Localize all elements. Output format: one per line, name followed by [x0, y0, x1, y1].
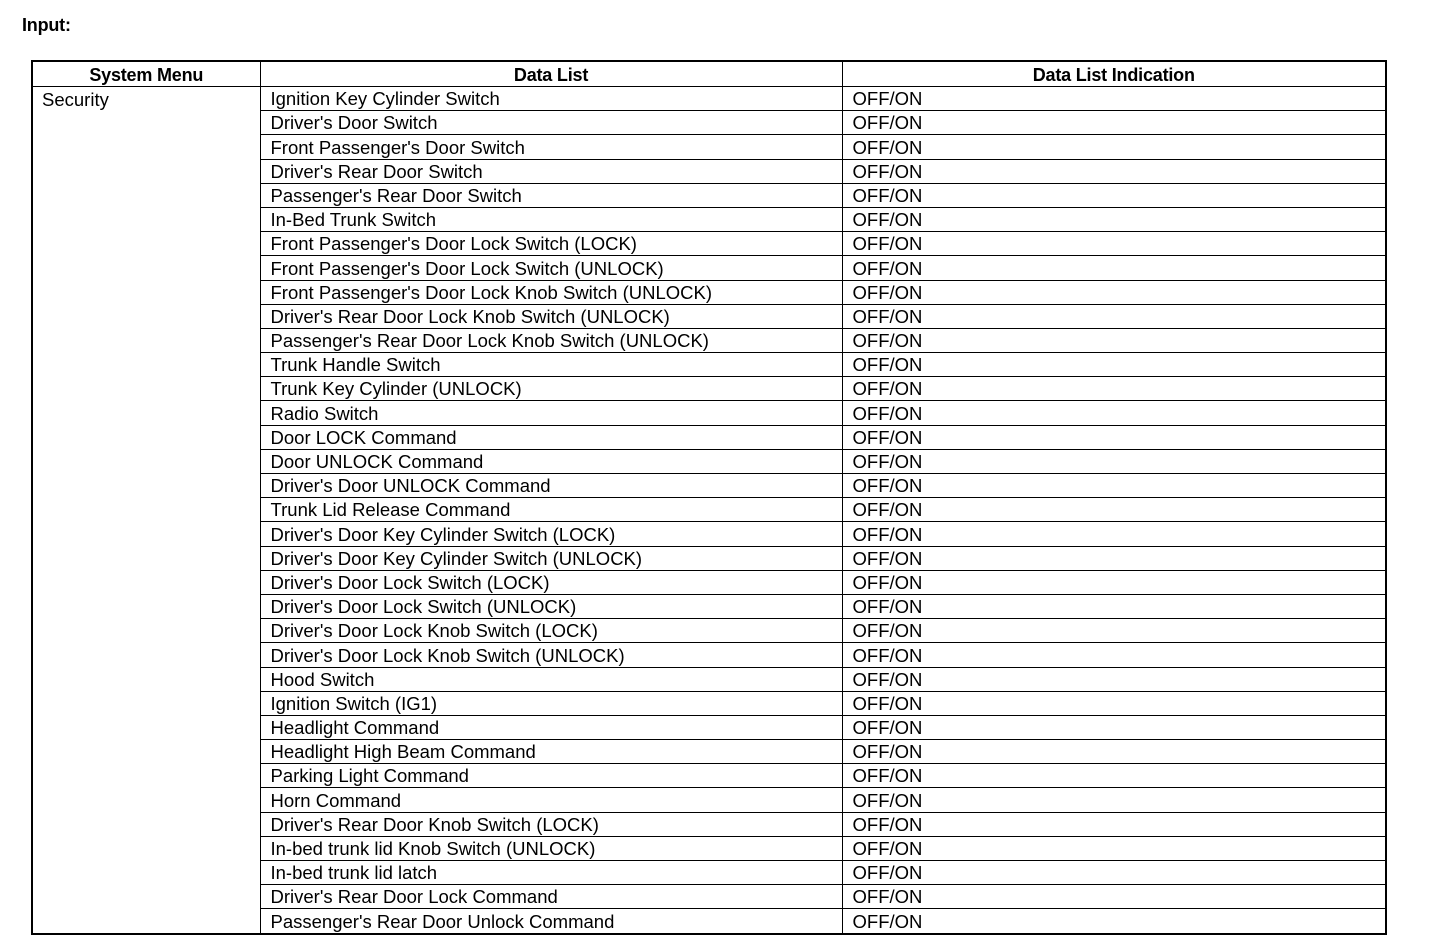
- indication-cell: OFF/ON: [842, 764, 1386, 788]
- data-list-cell: Trunk Lid Release Command: [260, 498, 842, 522]
- data-list-cell: Headlight Command: [260, 715, 842, 739]
- indication-cell: OFF/ON: [842, 474, 1386, 498]
- indication-cell: OFF/ON: [842, 715, 1386, 739]
- indication-cell: OFF/ON: [842, 280, 1386, 304]
- indication-cell: OFF/ON: [842, 159, 1386, 183]
- indication-cell: OFF/ON: [842, 570, 1386, 594]
- data-list-cell: Driver's Door Key Cylinder Switch (UNLOCK): [260, 546, 842, 570]
- table-header-row: [32, 61, 1386, 87]
- data-list-cell: Radio Switch: [260, 401, 842, 425]
- data-list-cell: Front Passenger's Door Lock Switch (LOCK): [260, 232, 842, 256]
- data-list-cell: Driver's Rear Door Lock Command: [260, 885, 842, 909]
- indication-cell: OFF/ON: [842, 619, 1386, 643]
- indication-cell: OFF/ON: [842, 885, 1386, 909]
- indication-cell: OFF/ON: [842, 594, 1386, 618]
- indication-cell: OFF/ON: [842, 449, 1386, 473]
- data-list-cell: Driver's Door Lock Switch (LOCK): [260, 570, 842, 594]
- indication-cell: OFF/ON: [842, 304, 1386, 328]
- data-list-cell: Trunk Handle Switch: [260, 353, 842, 377]
- indication-cell: OFF/ON: [842, 207, 1386, 231]
- data-list-cell: Door LOCK Command: [260, 425, 842, 449]
- system-menu-cell: Security: [32, 87, 260, 934]
- indication-cell: OFF/ON: [842, 691, 1386, 715]
- data-list-cell: Driver's Door Lock Switch (UNLOCK): [260, 594, 842, 618]
- data-list-cell: Front Passenger's Door Lock Knob Switch (UNLOCK): [260, 280, 842, 304]
- data-list-cell: Horn Command: [260, 788, 842, 812]
- header-data-list: Data List: [260, 61, 842, 87]
- indication-cell: OFF/ON: [842, 425, 1386, 449]
- indication-cell: OFF/ON: [842, 401, 1386, 425]
- data-list-cell: Driver's Door UNLOCK Command: [260, 474, 842, 498]
- indication-cell: OFF/ON: [842, 861, 1386, 885]
- indication-cell: OFF/ON: [842, 135, 1386, 159]
- data-list-cell: Driver's Door Key Cylinder Switch (LOCK): [260, 522, 842, 546]
- data-list-cell: Parking Light Command: [260, 764, 842, 788]
- indication-cell: OFF/ON: [842, 328, 1386, 352]
- data-list-cell: Driver's Door Switch: [260, 111, 842, 135]
- header-data-list-indication: Data List Indication: [842, 61, 1386, 87]
- data-list-cell: Hood Switch: [260, 667, 842, 691]
- data-list-cell: In-bed trunk lid latch: [260, 861, 842, 885]
- indication-cell: OFF/ON: [842, 740, 1386, 764]
- data-list-cell: In-bed trunk lid Knob Switch (UNLOCK): [260, 836, 842, 860]
- data-list-cell: Passenger's Rear Door Lock Knob Switch (UNLOCK): [260, 328, 842, 352]
- section-heading: Input:: [22, 15, 71, 35]
- indication-cell: OFF/ON: [842, 377, 1386, 401]
- table-body: [32, 87, 1386, 934]
- indication-cell: OFF/ON: [842, 498, 1386, 522]
- data-list-cell: Headlight High Beam Command: [260, 740, 842, 764]
- data-list-cell: Ignition Key Cylinder Switch: [260, 87, 842, 111]
- data-list-cell: Driver's Rear Door Lock Knob Switch (UNLOCK): [260, 304, 842, 328]
- data-list-cell: Front Passenger's Door Switch: [260, 135, 842, 159]
- data-list-cell: Front Passenger's Door Lock Switch (UNLOCK): [260, 256, 842, 280]
- indication-cell: OFF/ON: [842, 232, 1386, 256]
- table-row: [32, 87, 1386, 111]
- indication-cell: OFF/ON: [842, 522, 1386, 546]
- header-system-menu: System Menu: [32, 61, 260, 87]
- data-list-cell: Door UNLOCK Command: [260, 449, 842, 473]
- data-list-cell: Driver's Rear Door Knob Switch (LOCK): [260, 812, 842, 836]
- data-list-cell: In-Bed Trunk Switch: [260, 207, 842, 231]
- indication-cell: OFF/ON: [842, 788, 1386, 812]
- data-list-cell: Driver's Door Lock Knob Switch (LOCK): [260, 619, 842, 643]
- indication-cell: OFF/ON: [842, 546, 1386, 570]
- indication-cell: OFF/ON: [842, 353, 1386, 377]
- data-list-cell: Driver's Rear Door Switch: [260, 159, 842, 183]
- data-list-cell: Driver's Door Lock Knob Switch (UNLOCK): [260, 643, 842, 667]
- indication-cell: OFF/ON: [842, 87, 1386, 111]
- indication-cell: OFF/ON: [842, 256, 1386, 280]
- indication-cell: OFF/ON: [842, 667, 1386, 691]
- indication-cell: OFF/ON: [842, 183, 1386, 207]
- data-list-cell: Passenger's Rear Door Switch: [260, 183, 842, 207]
- indication-cell: OFF/ON: [842, 909, 1386, 934]
- indication-cell: OFF/ON: [842, 836, 1386, 860]
- indication-cell: OFF/ON: [842, 643, 1386, 667]
- data-list-cell: Trunk Key Cylinder (UNLOCK): [260, 377, 842, 401]
- data-list-cell: Passenger's Rear Door Unlock Command: [260, 909, 842, 934]
- indication-cell: OFF/ON: [842, 111, 1386, 135]
- data-list-cell: Ignition Switch (IG1): [260, 691, 842, 715]
- data-list-table: [31, 60, 1387, 935]
- indication-cell: OFF/ON: [842, 812, 1386, 836]
